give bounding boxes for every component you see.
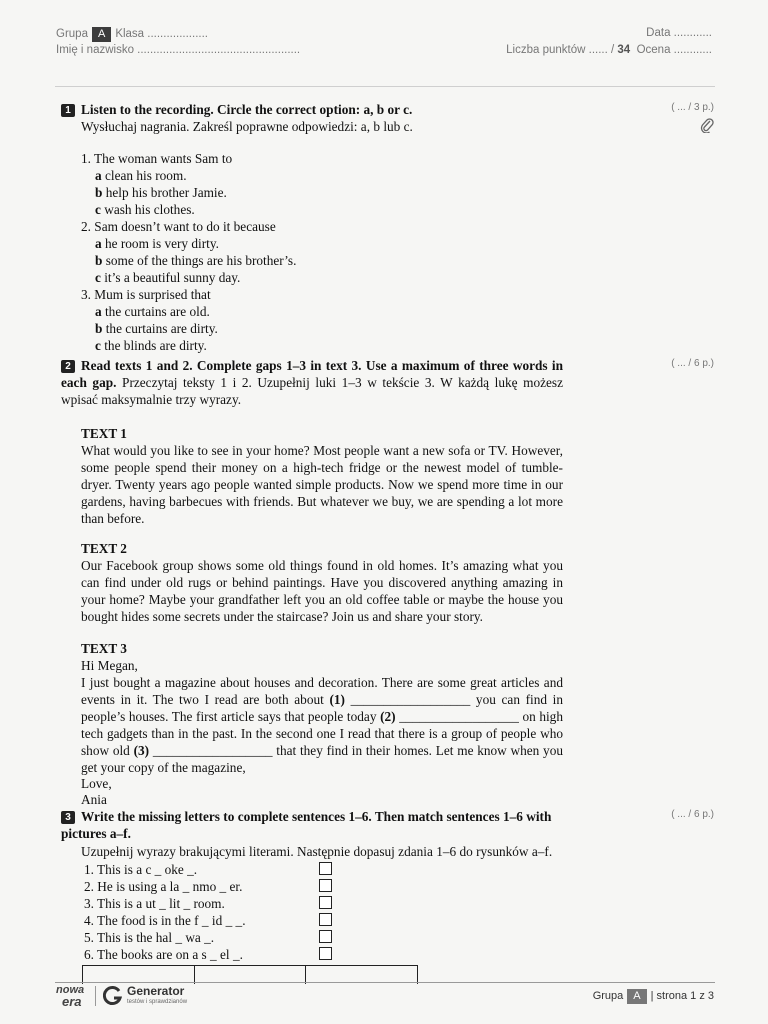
group-class-line (56, 27, 208, 42)
answer-box-5[interactable] (319, 930, 332, 943)
name-field: Imię i nazwisko ................................................... (56, 44, 301, 56)
ex1-title-line (61, 101, 412, 118)
answer-box-3[interactable] (319, 896, 332, 909)
ex3-points: ( ... / 6 p.) (671, 809, 714, 820)
footer-group-badge: A (627, 989, 646, 1004)
q3-option-c: c the blinds are dirty. (95, 338, 207, 353)
date-field: Data ............ (646, 27, 712, 39)
sentence-3: 3. This is a ut _ lit _ room. (84, 896, 225, 911)
question-2: 2. Sam doesn’t want to do it because (81, 219, 276, 234)
group-label: Grupa (56, 28, 88, 40)
answer-box-4[interactable] (319, 913, 332, 926)
gap-1-label: (1) (329, 692, 345, 707)
header-divider (55, 86, 715, 87)
ex3-subtitle: Uzupełnij wyrazy brakującymi literami. Następnie dopasuj zdania 1–6 do rysunków a–f. (81, 844, 553, 859)
ex3-sentences (84, 861, 246, 963)
answer-box-2[interactable] (319, 879, 332, 892)
text1-heading: TEXT 1 (81, 426, 127, 441)
sentence-4: 4. The food is in the f _ id _ _. (84, 913, 246, 928)
sentence-2: 2. He is using a la _ nmo _ er. (84, 879, 243, 894)
ex1-title: Listen to the recording. Circle the correct option: a, b or c. (81, 102, 413, 117)
text3-heading: TEXT 3 (81, 641, 127, 656)
ex2-title-pl: Przeczytaj teksty 1 i 2. Uzupełnij luki 1–3 w tekście 3. W każdą lukę możesz wpisać maksymalnie trzy wyrazy. (61, 375, 563, 407)
points-max: 34 (617, 44, 631, 56)
q3-option-a: a the curtains are old. (95, 304, 210, 319)
score-line (506, 44, 712, 56)
ex2-instructions (61, 357, 563, 408)
group-badge: A (92, 27, 111, 42)
q1-option-b: b help his brother Jamie. (95, 185, 227, 200)
ex2-number: 2 (61, 360, 75, 373)
generator-brand: Generator testów i sprawdzianów (127, 984, 188, 1005)
ex3-title: Write the missing letters to complete sentences 1–6. Then match sentences 1–6 with pictures a–f. (61, 809, 552, 841)
ex1-questions (81, 150, 296, 354)
text2-heading: TEXT 2 (81, 541, 127, 556)
q2-option-a: a he room is very dirty. (95, 236, 219, 251)
paperclip-icon (700, 117, 714, 133)
q1-option-c: c wash his clothes. (95, 202, 195, 217)
gap-3-label: (3) (133, 743, 150, 758)
answer-box-1[interactable] (319, 862, 332, 875)
generator-logo-icon (103, 986, 123, 1006)
points-field: Liczba punktów ...... / (506, 44, 618, 56)
question-1: 1. The woman wants Sam to (81, 151, 233, 166)
page-indicator: Grupa A | strona 1 z 3 (592, 990, 714, 1002)
ex2-points: ( ... / 6 p.) (671, 358, 714, 369)
gap-2-line[interactable]: __________________ on high tech gadgets than in the past. In the second one I read that there is a group of people who show old (81, 709, 563, 758)
gap-3-line[interactable]: __________________ that they find in their homes. Let me know when you get your copy of the magazine, (81, 743, 564, 775)
logo-separator (95, 986, 96, 1006)
text3-greeting: Hi Megan, (81, 658, 138, 673)
q2-option-b: b some of the things are his brother’s. (95, 253, 297, 268)
text3-signature: Ania (81, 792, 107, 807)
sentence-1: 1. This is a c _ oke _. (84, 862, 198, 877)
text3-love: Love, (81, 776, 112, 791)
sentence-6: 6. The books are on a s _ el _. (84, 947, 243, 962)
class-field: Klasa ................... (115, 28, 208, 40)
q3-option-b: b the curtains are dirty. (95, 321, 218, 336)
question-3: 3. Mum is surprised that (81, 287, 211, 302)
ex1-points: ( ... / 3 p.) (671, 102, 714, 113)
q2-option-c: c it’s a beautiful sunny day. (95, 270, 241, 285)
gap-1-line[interactable]: __________________ you can find in people’s houses. The first article says that people today (81, 692, 563, 724)
grade-field: Ocena ............ (636, 44, 712, 56)
footer-divider (55, 982, 715, 983)
ex3-title-block (61, 808, 563, 842)
ex1-subtitle: Wysłuchaj nagrania. Zakreśl poprawne odpowiedzi: a, b lub c. (81, 119, 413, 134)
text2-body: Our Facebook group shows some old things found in old homes. It’s amazing what you can find under old rugs or behind paintings. Have you discovered anything amazing in your home? Maybe your grandfather left you an old coffee table or maybe the house you bought hides some secrets under the staircase? Join us and share your story. (81, 558, 563, 624)
answer-box-6[interactable] (319, 947, 332, 960)
text3-body: I just bought a magazine about houses and decoration. There are some great articles and events in it. The two I read are both about (1) __________________ you can find in people’s houses. The first article says that people today (2) __________________ on high tech gadgets than in the past. In the second one I read that there is a group of people who show old (3) __________________ that they find in their homes. Let me know when you get your copy of the magazine, (81, 675, 564, 775)
ex3-number: 3 (61, 811, 75, 824)
q1-option-a: a clean his room. (95, 168, 187, 183)
ex2-title: Read texts 1 and 2. Complete gaps 1–3 in text 3. Use a maximum of three words in each gap. (61, 358, 563, 390)
ex1-number: 1 (61, 104, 75, 117)
gap-2-label: (2) (380, 709, 396, 724)
nowa-era-logo: nowa era (56, 984, 85, 1009)
sentence-5: 5. This is the hal _ wa _. (84, 930, 215, 945)
page-number: | strona 1 z 3 (650, 990, 714, 1002)
text1-body: What would you like to see in your home? Most people want a new sofa or TV. However, some people spend their money on a high-tech fridge or the newest model of tumble-dryer. Twenty years ago people wanted simple products. Now we spend more time in our gardens, having barbecues with friends. But whatever we buy, we are spending a lot more than before. (81, 443, 563, 526)
